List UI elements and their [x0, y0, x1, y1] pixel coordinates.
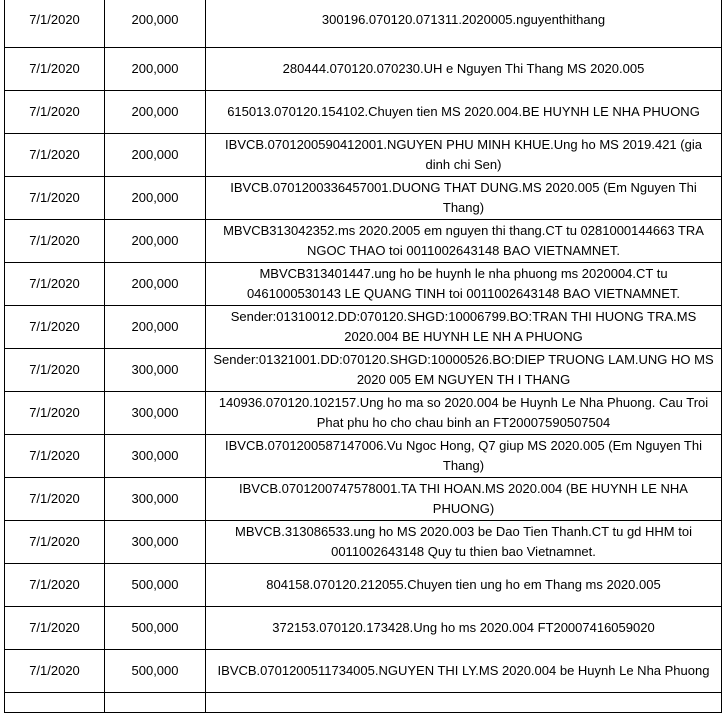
date-cell: 7/1/2020 [5, 392, 105, 435]
description-cell: 804158.070120.212055.Chuyen tien ung ho em Thang ms 2020.005 [206, 564, 722, 607]
description-cell: 280444.070120.070230.UH e Nguyen Thi Thang MS 2020.005 [206, 48, 722, 91]
date-cell: 7/1/2020 [5, 349, 105, 392]
date-cell: 7/1/2020 [5, 478, 105, 521]
date-cell: 7/1/2020 [5, 435, 105, 478]
table-row [5, 478, 722, 521]
date-cell: 7/1/2020 [5, 0, 105, 48]
date-cell: 7/1/2020 [5, 48, 105, 91]
description-cell: IBVCB.0701200511734005.NGUYEN THI LY.MS 2020.004 be Huynh Le Nha Phuong [206, 650, 722, 693]
amount-cell: 500,000 [105, 650, 206, 693]
table-row [5, 435, 722, 478]
description-cell: IBVCB.0701200336457001.DUONG THAT DUNG.MS 2020.005 (Em Nguyen Thi Thang) [206, 177, 722, 220]
table-row [5, 48, 722, 91]
amount-cell: 500,000 [105, 607, 206, 650]
amount-cell: 200,000 [105, 263, 206, 306]
description-cell: 372153.070120.173428.Ung ho ms 2020.004 FT20007416059020 [206, 607, 722, 650]
amount-cell: 200,000 [105, 91, 206, 134]
amount-cell: 300,000 [105, 521, 206, 564]
date-cell: 7/1/2020 [5, 91, 105, 134]
table-row [5, 392, 722, 435]
amount-cell: 200,000 [105, 306, 206, 349]
table-row [5, 263, 722, 306]
description-cell: Sender:01310012.DD:070120.SHGD:10006799.BO:TRAN THI HUONG TRA.MS 2020.004 BE HUYNH LE NH A PHUONG [206, 306, 722, 349]
description-cell: Sender:01321001.DD:070120.SHGD:10000526.BO:DIEP TRUONG LAM.UNG HO MS 2020 005 EM NGUYEN TH I THANG [206, 349, 722, 392]
table-row [5, 0, 722, 48]
table-row [5, 607, 722, 650]
description-cell: MBVCB313401447.ung ho be huynh le nha phuong ms 2020004.CT tu 0461000530143 LE QUANG TINH toi 0011002643148 BAO VIETNAMNET. [206, 263, 722, 306]
amount-cell: 300,000 [105, 349, 206, 392]
date-cell: 7/1/2020 [5, 263, 105, 306]
donation-table [4, 0, 722, 713]
amount-cell: 300,000 [105, 392, 206, 435]
amount-cell: 200,000 [105, 220, 206, 263]
date-cell: 7/1/2020 [5, 220, 105, 263]
description-cell: 615013.070120.154102.Chuyen tien MS 2020.004.BE HUYNH LE NHA PHUONG [206, 91, 722, 134]
table-row [5, 177, 722, 220]
date-cell: 7/1/2020 [5, 521, 105, 564]
amount-cell: 200,000 [105, 177, 206, 220]
date-cell [5, 693, 105, 713]
description-cell: IBVCB.0701200747578001.TA THI HOAN.MS 2020.004 (BE HUYNH LE NHA PHUONG) [206, 478, 722, 521]
table-row [5, 220, 722, 263]
table-row [5, 134, 722, 177]
description-cell: 300196.070120.071311.2020005.nguyenthithang [206, 0, 722, 48]
amount-cell: 300,000 [105, 478, 206, 521]
description-cell: IBVCB.0701200590412001.NGUYEN PHU MINH KHUE.Ung ho MS 2019.421 (gia dinh chi Sen) [206, 134, 722, 177]
date-cell: 7/1/2020 [5, 306, 105, 349]
description-cell: 140936.070120.102157.Ung ho ma so 2020.004 be Huynh Le Nha Phuong. Cau Troi Phat phu ho cho chau binh an FT20007590507504 [206, 392, 722, 435]
description-cell: MBVCB.313086533.ung ho MS 2020.003 be Dao Tien Thanh.CT tu gd HHM toi 0011002643148 Quy tu thien bao Vietnamnet. [206, 521, 722, 564]
date-cell: 7/1/2020 [5, 134, 105, 177]
date-cell: 7/1/2020 [5, 650, 105, 693]
table-row [5, 91, 722, 134]
amount-cell: 500,000 [105, 564, 206, 607]
table-row [5, 693, 722, 713]
date-cell: 7/1/2020 [5, 564, 105, 607]
date-cell: 7/1/2020 [5, 607, 105, 650]
amount-cell: 200,000 [105, 48, 206, 91]
table-row [5, 349, 722, 392]
amount-cell [105, 693, 206, 713]
table-row [5, 306, 722, 349]
amount-cell: 300,000 [105, 435, 206, 478]
table-row [5, 521, 722, 564]
date-cell: 7/1/2020 [5, 177, 105, 220]
table-row [5, 650, 722, 693]
amount-cell: 200,000 [105, 0, 206, 48]
description-cell: MBVCB313042352.ms 2020.2005 em nguyen thi thang.CT tu 0281000144663 TRA NGOC THAO toi 0011002643148 BAO VIETNAMNET. [206, 220, 722, 263]
amount-cell: 200,000 [105, 134, 206, 177]
table-row [5, 564, 722, 607]
description-cell: IBVCB.0701200587147006.Vu Ngoc Hong, Q7 giup MS 2020.005 (Em Nguyen Thi Thang) [206, 435, 722, 478]
description-cell [206, 693, 722, 713]
